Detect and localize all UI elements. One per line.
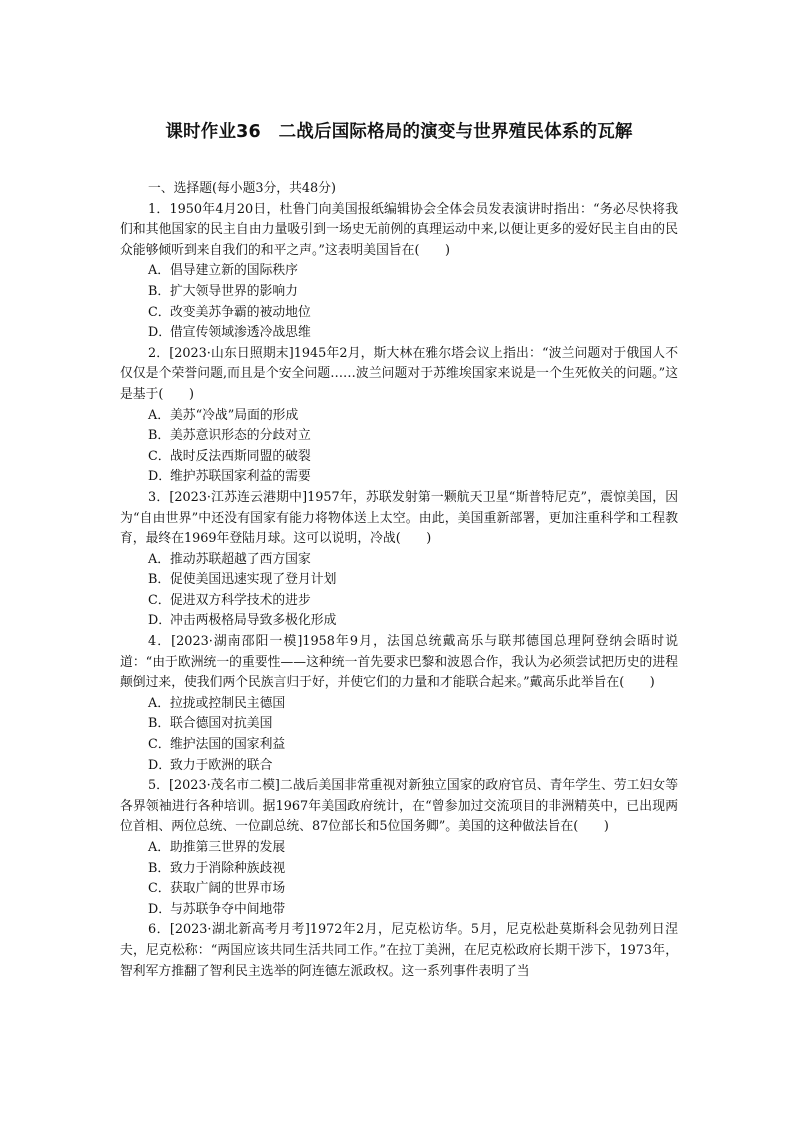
option-text: 美苏“冷战”局面的形成: [170, 407, 299, 423]
option-a: [120, 261, 678, 282]
option-letter: D．: [148, 613, 172, 629]
option-b: [120, 714, 678, 735]
question-stem: 2．[2023·山东日照期末]1945年2月，斯大林在雅尔塔会议上指出：“波兰问题对于俄国人不仅仅是个荣誉问题,而且是个安全问题……波兰问题对于苏维埃国家来说是一个生死攸关的问题。”这是基于( ): [120, 345, 678, 402]
option-letter: C．: [148, 737, 171, 753]
option-text: 联合德国对抗美国: [170, 716, 273, 732]
option-letter: B．: [148, 428, 171, 444]
option-letter: B．: [148, 716, 171, 732]
option-letter: B．: [148, 283, 171, 299]
option-letter: A．: [148, 840, 171, 855]
worksheet-page: [120, 118, 678, 982]
option-text: 借宣传领域渗透冷战思维: [170, 325, 311, 341]
option-letter: C．: [148, 592, 171, 608]
option-b: [120, 282, 678, 303]
option-a: [120, 694, 678, 715]
option-c: [120, 591, 678, 612]
option-d: [120, 900, 678, 921]
question-3: [120, 488, 678, 632]
option-letter: D．: [148, 469, 172, 485]
question-1: [120, 200, 678, 344]
option-text: 致力于消除种族歧视: [170, 860, 286, 876]
question-4: [120, 632, 678, 776]
option-text: 促使美国迅速实现了登月计划: [170, 572, 337, 588]
question-stem: 3．[2023·江苏连云港期中]1957年，苏联发射第一颗航天卫星“斯普特尼克”，震惊美国，因为“自由世界”中还没有国家有能力将物体送上太空。由此，美国重新部署，更加注重科学和工程教育，最终在1969年登陆月球。这可以说明，冷战( ): [120, 489, 678, 547]
option-b: [120, 859, 678, 880]
option-letter: B．: [148, 860, 171, 876]
option-letter: D．: [148, 901, 172, 917]
question-stem: 1．1950年4月20日，杜鲁门向美国报纸编辑协会全体会员发表演讲时指出：“务必尽快将我们和其他国家的民主自由力量吸引到一场史无前例的真理运动中来,以便让更多的爱好民主自由的民众能够倾听到来自我们的和平之声。”这表明美国旨在( ): [120, 201, 678, 258]
question-5: [120, 776, 678, 920]
question-stem: 6．[2023·湖北新高考月考]1972年2月，尼克松访华。5月，尼克松赴莫斯科会见勃列日涅夫，尼克松称：“两国应该共同生活共同工作。”在拉丁美洲，在尼克松政府长期干涉下，1973年，智利军方推翻了智利民主选举的阿连德左派政权。这一系列事件表明了当: [120, 922, 678, 979]
section-heading: 一、选择题(每小题3分，共48分): [148, 181, 336, 196]
option-text: 扩大领导世界的影响力: [170, 283, 298, 299]
option-text: 助推第三世界的发展: [170, 840, 286, 855]
option-text: 维护苏联国家利益的需要: [170, 469, 311, 485]
option-text: 美苏意识形态的分歧对立: [170, 428, 311, 444]
page-title: 课时作业36 二战后国际格局的演变与世界殖民体系的瓦解: [165, 122, 633, 142]
option-c: [120, 879, 678, 900]
option-letter: C．: [148, 304, 171, 320]
option-d: [120, 611, 678, 632]
option-text: 战时反法西斯同盟的破裂: [170, 448, 311, 464]
option-d: [120, 756, 678, 777]
option-d: [120, 467, 678, 488]
option-letter: D．: [148, 757, 172, 773]
option-letter: A．: [148, 407, 171, 423]
question-2: [120, 344, 678, 488]
option-text: 拉拢或控制民主德国: [170, 695, 286, 711]
option-a: [120, 550, 678, 571]
option-b: [120, 426, 678, 447]
option-text: 改变美苏争霸的被动地位: [170, 304, 311, 320]
option-text: 促进双方科学技术的进步: [170, 592, 311, 608]
option-text: 与苏联争夺中间地带: [170, 901, 286, 917]
option-text: 致力于欧洲的联合: [170, 757, 273, 773]
option-letter: A．: [148, 263, 171, 279]
option-letter: C．: [148, 881, 171, 897]
option-c: [120, 447, 678, 468]
option-letter: D．: [148, 325, 172, 341]
option-letter: B．: [148, 572, 171, 588]
question-stem: 4．[2023·湖南邵阳一模]1958年9月，法国总统戴高乐与联邦德国总理阿登纳会晤时说道：“由于欧洲统一的重要性——这种统一首先要求巴黎和波恩合作，我认为必须尝试把历史的进程颠倒过来，使我们两个民族言归于好，并使它们的力量和才能联合起来。”戴高乐此举旨在( ): [120, 634, 678, 691]
option-text: 倡导建立新的国际秩序: [170, 263, 298, 279]
option-text: 推动苏联超越了西方国家: [170, 551, 311, 567]
option-a: [120, 406, 678, 427]
option-text: 冲击两极格局导致多极化形成: [170, 613, 337, 629]
option-letter: A．: [148, 695, 171, 711]
option-a: [120, 838, 678, 859]
question-6: [120, 920, 678, 982]
option-d: [120, 323, 678, 344]
option-letter: A．: [148, 551, 171, 567]
question-stem: 5．[2023·茂名市二模]二战后美国非常重视对新独立国家的政府官员、青年学生、劳工妇女等各界领袖进行各种培训。据1967年美国政府统计，在“曾参加过交流项目的非洲精英中，已出现两位首相、两位总统、一位副总统、87位部长和5位国务卿”。美国的这种做法旨在( ): [120, 778, 678, 835]
option-text: 维护法国的国家利益: [170, 737, 286, 753]
option-text: 获取广阔的世界市场: [170, 881, 286, 897]
option-letter: C．: [148, 448, 171, 464]
option-c: [120, 735, 678, 756]
option-b: [120, 570, 678, 591]
option-c: [120, 303, 678, 324]
